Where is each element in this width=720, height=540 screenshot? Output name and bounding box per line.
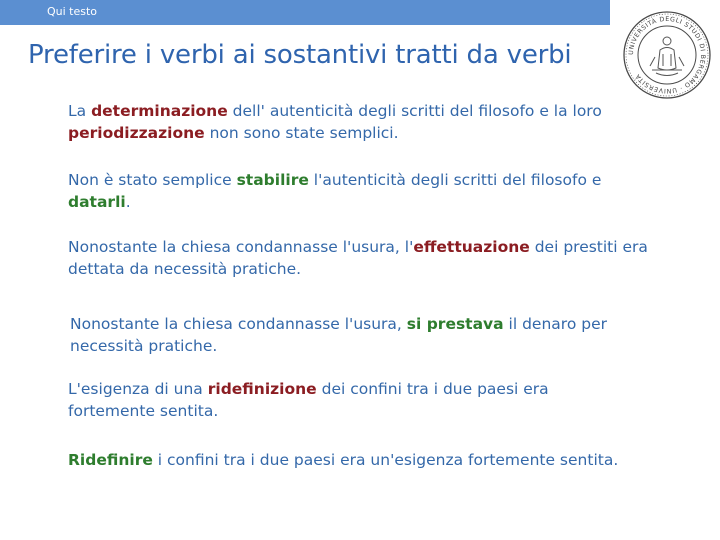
header-bar: [0, 0, 610, 25]
verb-keyword: datarli: [68, 193, 126, 211]
paragraph-line: La determinazione dell' autenticità degli scritti del filosofo e la loro: [68, 102, 602, 120]
paragraph-4: [70, 313, 607, 357]
paragraph-2: [68, 169, 601, 213]
verb-keyword: stabilire: [236, 171, 309, 189]
noun-keyword: periodizzazione: [68, 124, 205, 142]
paragraph-line: Nonostante la chiesa condannasse l'usura, si prestava il denaro per: [70, 315, 607, 333]
header-bar-label: Qui testo: [47, 5, 98, 18]
paragraph-line: Ridefinire i confini tra i due paesi era un'esigenza fortemente sentita.: [68, 451, 619, 469]
paragraph-line: necessità pratiche.: [70, 337, 218, 355]
paragraph-line: Non è stato semplice stabilire l'autenticità degli scritti del filosofo e: [68, 171, 602, 189]
verb-keyword: Ridefinire: [68, 451, 153, 469]
university-seal: [622, 10, 712, 100]
paragraph-line: dettata da necessità pratiche.: [68, 260, 302, 278]
paragraph-6: [68, 449, 618, 471]
noun-keyword: effettuazione: [413, 238, 530, 256]
paragraph-line: Nonostante la chiesa condannasse l'usura, l'effettuazione dei prestiti era: [68, 238, 648, 256]
slide-title: Preferire i verbi ai sostantivi tratti da verbi: [28, 40, 572, 70]
paragraph-line: datarli.: [68, 193, 131, 211]
verb-keyword: si prestava: [406, 315, 504, 333]
svg-text:UNIVERSITÀ DEGLI STUDI DI BERG: UNIVERSITÀ DEGLI STUDI DI BERGAMO · UNIVERSITÀ: [627, 15, 707, 95]
paragraph-1: [68, 100, 602, 144]
paragraph-line: fortemente sentita.: [68, 402, 219, 420]
paragraph-line: periodizzazione non sono state semplici.: [68, 124, 399, 142]
seal-icon: [622, 10, 712, 100]
noun-keyword: ridefinizione: [207, 380, 317, 398]
paragraph-line: L'esigenza di una ridefinizione dei confini tra i due paesi era: [68, 380, 549, 398]
noun-keyword: determinazione: [91, 102, 228, 120]
paragraph-3: [68, 236, 648, 280]
paragraph-5: [68, 378, 549, 422]
